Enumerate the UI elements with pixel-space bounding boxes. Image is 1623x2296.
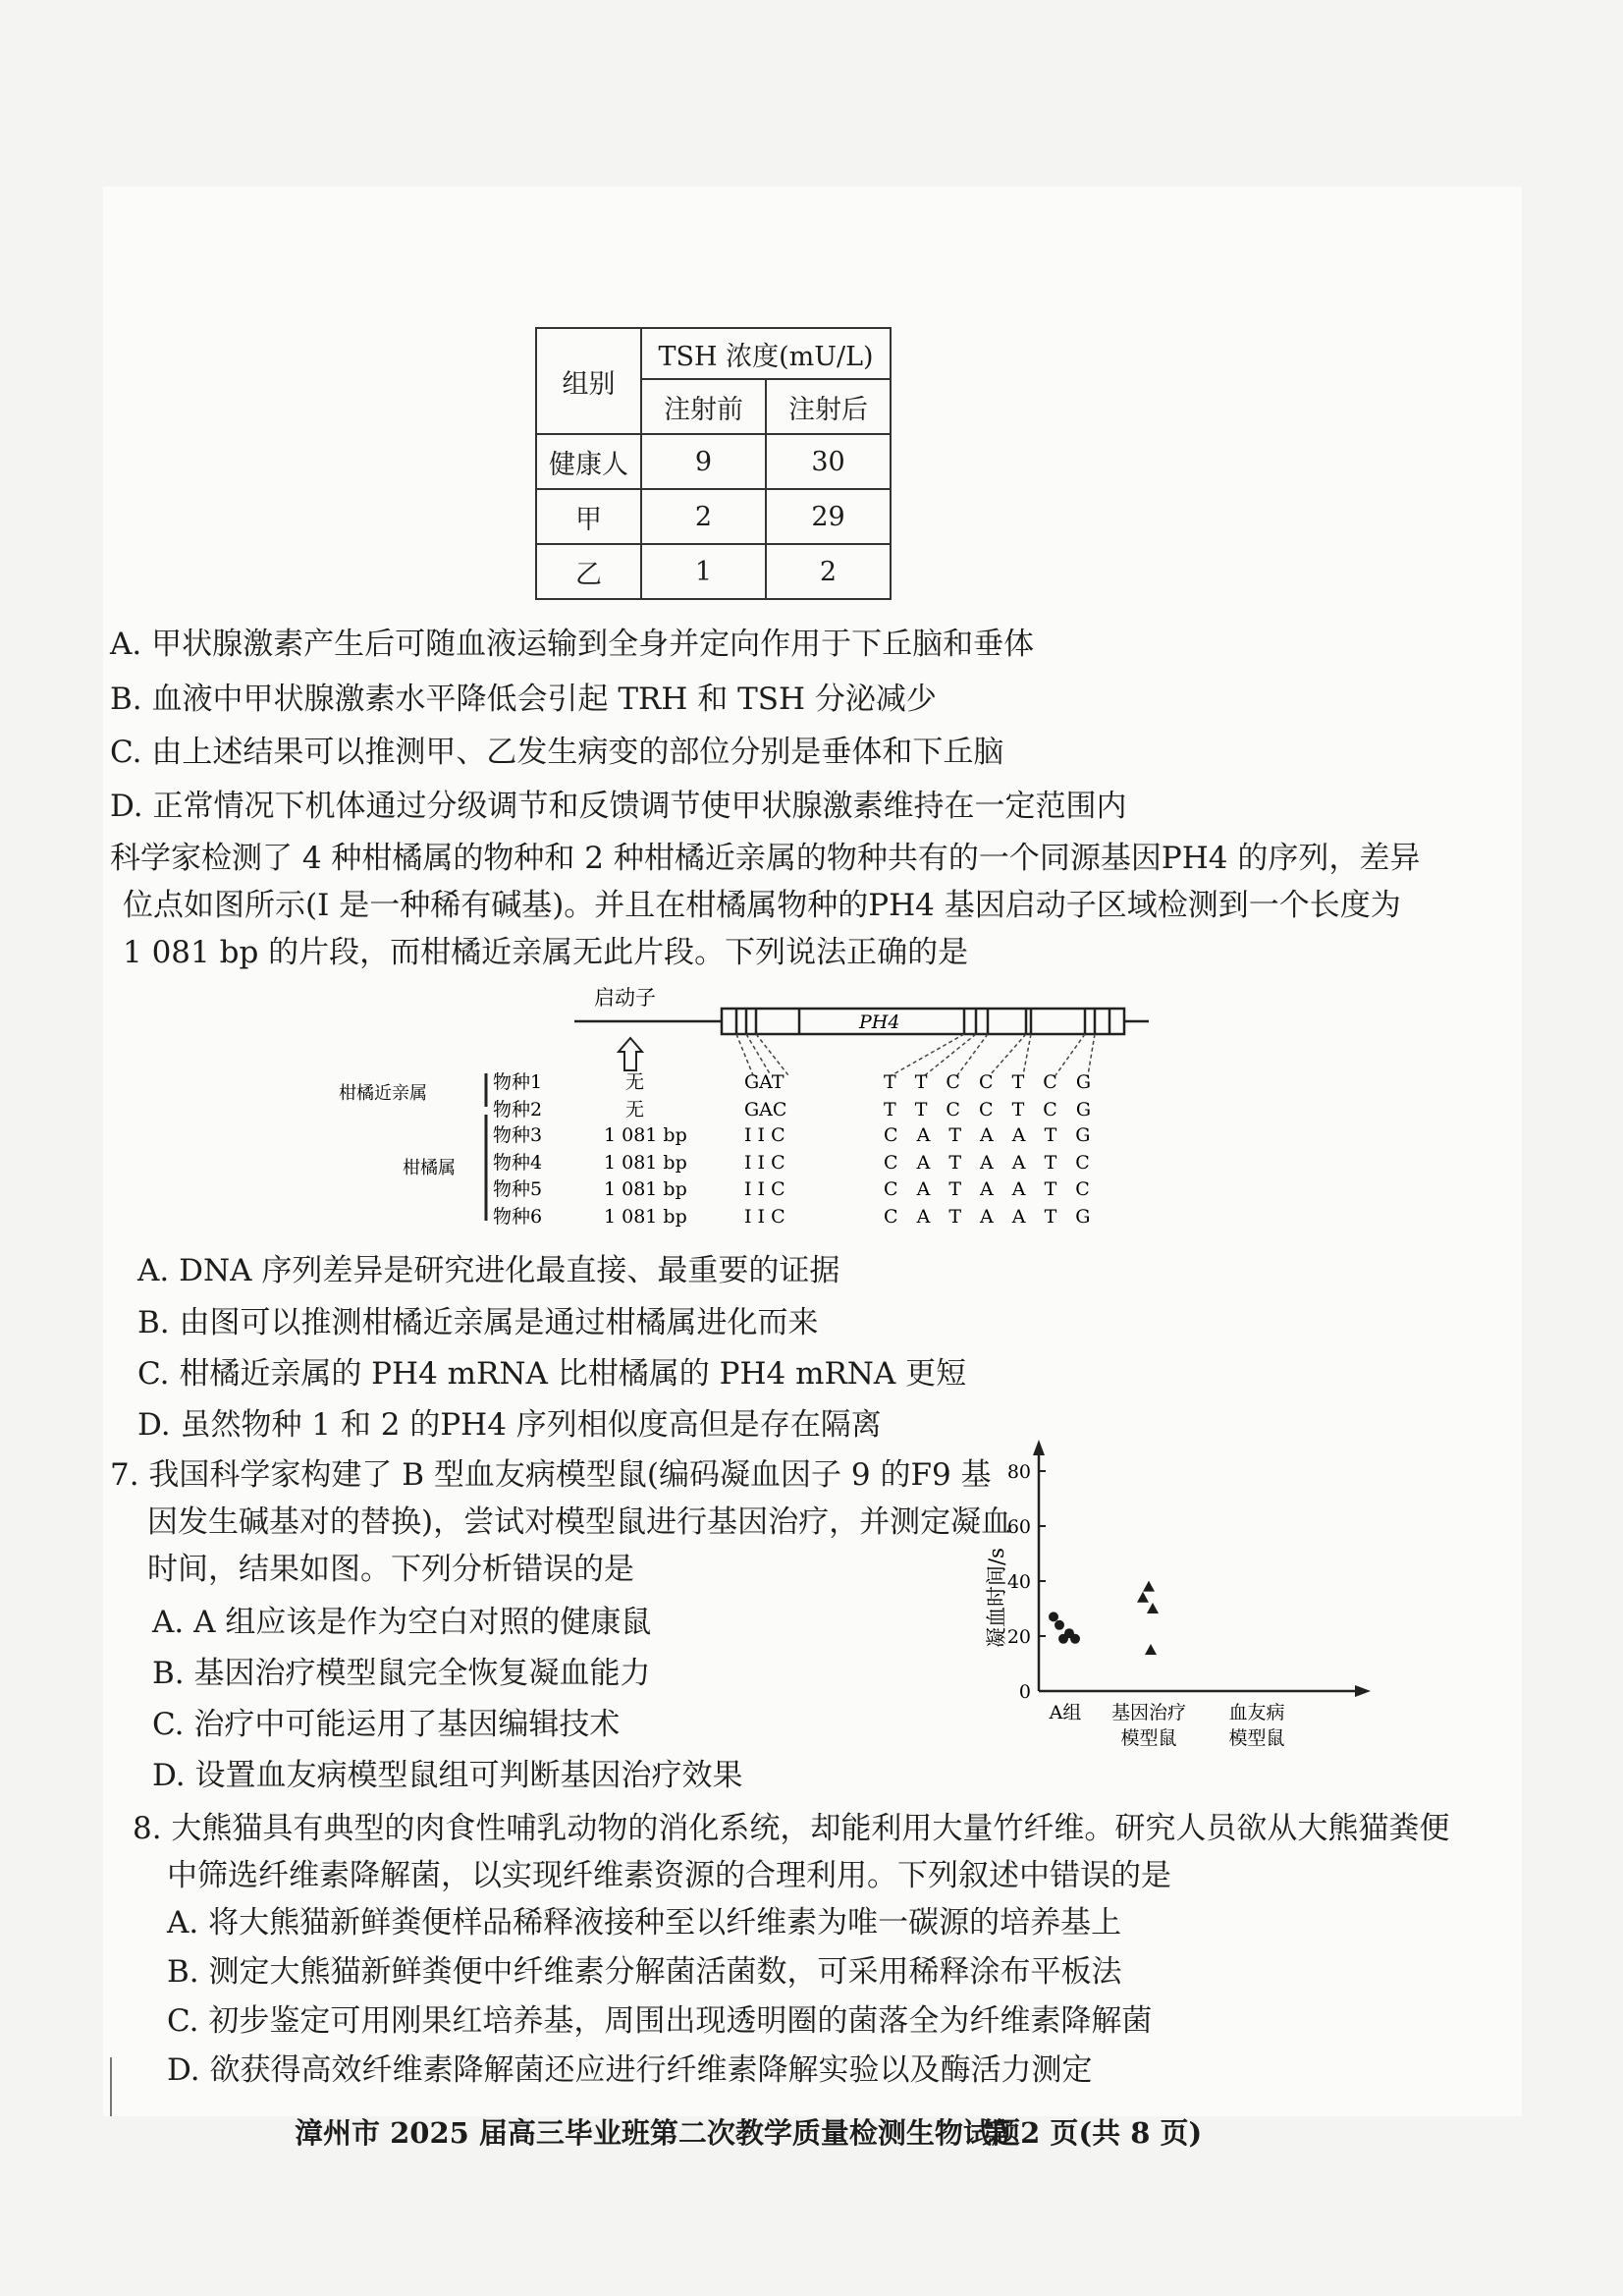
y-tick-label: 20 — [1006, 1626, 1031, 1648]
table-row — [536, 489, 891, 544]
data-point — [1049, 1612, 1058, 1621]
site-b-sequence: T T C C T C G — [884, 1071, 1092, 1093]
species-name: 物种2 — [493, 1099, 543, 1121]
q7-option-d: D. 设置血友病模型鼠组可判断基因治疗效果 — [152, 1758, 743, 1793]
y-axis-arrow-icon — [1033, 1440, 1045, 1455]
q6-stem-line3: 1 081 bp 的片段，而柑橘近亲属无此片段。下列说法正确的是 — [123, 935, 969, 970]
data-point — [1137, 1592, 1149, 1603]
q5-option-c: C. 由上述结果可以推测甲、乙发生病变的部位分别是垂体和下丘脑 — [110, 735, 1004, 770]
data-point — [1145, 1644, 1157, 1655]
q8-option-b: B. 测定大熊猫新鲜粪便中纤维素分解菌活菌数，可采用稀释涂布平板法 — [167, 1954, 1122, 1990]
footer-page-number: 第 2 页(共 8 页) — [982, 2116, 1203, 2150]
promoter-fragment: 1 081 bp — [604, 1152, 687, 1174]
q7-option-c: C. 治疗中可能运用了基因编辑技术 — [152, 1707, 621, 1742]
x-category-label: 模型鼠 — [1120, 1727, 1177, 1749]
q6-option-c: C. 柑橘近亲属的 PH4 mRNA 比柑橘属的 PH4 mRNA 更短 — [137, 1356, 967, 1392]
page-edge-line — [110, 2057, 112, 2116]
q6-stem-line1: 科学家检测了 4 种柑橘属的物种和 2 种柑橘近亲属的物种共有的一个同源基因PH4 的序列，差异 — [110, 841, 1421, 876]
table-cell-group: 健康人 — [536, 434, 641, 489]
ph4-gene-box — [722, 1009, 1124, 1034]
table-row — [536, 434, 891, 489]
site-b-sequence: T T C C T C G — [884, 1099, 1092, 1121]
exon-marks — [736, 1009, 1109, 1034]
y-tick-label: 40 — [1006, 1571, 1031, 1593]
y-axis-label: 凝血时间/s — [985, 1548, 1008, 1648]
promoter-fragment: 1 081 bp — [604, 1178, 687, 1200]
q5-option-d: D. 正常情况下机体通过分级调节和反馈调节使甲状腺激素维持在一定范围内 — [110, 789, 1127, 824]
table-cell-before: 1 — [641, 544, 766, 599]
promoter-fragment: 无 — [625, 1071, 645, 1093]
table-header-before: 注射前 — [641, 379, 766, 434]
data-point — [1070, 1634, 1080, 1644]
y-tick-label: 60 — [1006, 1516, 1031, 1538]
species-name: 物种1 — [493, 1071, 543, 1093]
promoter-label: 启动子 — [594, 986, 656, 1010]
promoter-fragment: 无 — [625, 1099, 645, 1121]
q7-option-a: A. A 组应该是作为空白对照的健康鼠 — [152, 1605, 652, 1640]
table-cell-before: 2 — [641, 489, 766, 544]
q8-stem-line2: 中筛选纤维素降解菌，以实现纤维素资源的合理利用。下列叙述中错误的是 — [167, 1858, 1171, 1893]
data-point — [1143, 1581, 1155, 1592]
site-b-sequence: C A T A A T C — [884, 1178, 1090, 1200]
y-tick-label: 0 — [1018, 1681, 1031, 1703]
site-a-sequence: I I C — [744, 1206, 785, 1228]
promoter-fragment: 1 081 bp — [604, 1206, 687, 1228]
ph4-gene-label: PH4 — [859, 1011, 900, 1033]
site-a-sequence: GAT — [744, 1071, 784, 1093]
table-header-tsh: TSH 浓度(mU/L) — [641, 328, 891, 379]
x-category-label: A组 — [1049, 1702, 1082, 1723]
promoter-fragment: 1 081 bp — [604, 1124, 687, 1146]
x-category-label: 血友病 — [1228, 1702, 1285, 1723]
q6-option-b: B. 由图可以推测柑橘近亲属是通过柑橘属进化而来 — [137, 1305, 819, 1340]
q7-option-b: B. 基因治疗模型鼠完全恢复凝血能力 — [152, 1656, 651, 1691]
site-a-sequence: GAC — [744, 1099, 787, 1121]
table-cell-after: 30 — [766, 434, 891, 489]
site-b-sequence: C A T A A T G — [884, 1206, 1091, 1228]
group-label-near: 柑橘近亲属 — [339, 1083, 427, 1104]
species-name: 物种5 — [493, 1178, 543, 1200]
q7-stem-line3: 时间，结果如图。下列分析错误的是 — [147, 1552, 634, 1587]
x-axis-arrow-icon — [1355, 1685, 1371, 1697]
table-header-after: 注射后 — [766, 379, 891, 434]
table-cell-group: 乙 — [536, 544, 641, 599]
q5-option-b: B. 血液中甲状腺激素水平降低会引起 TRH 和 TSH 分泌减少 — [110, 682, 937, 717]
q5-option-a: A. 甲状腺激素产生后可随血液运输到全身并定向作用于下丘脑和垂体 — [110, 627, 1035, 662]
species-name: 物种4 — [493, 1152, 543, 1174]
site-a-sequence: I I C — [744, 1124, 785, 1146]
site-b-sequence: C A T A A T C — [884, 1152, 1090, 1174]
y-tick-label: 80 — [1006, 1461, 1031, 1483]
site-guide-lines — [736, 1034, 1095, 1075]
data-point — [1055, 1620, 1064, 1630]
species-name: 物种3 — [493, 1124, 543, 1146]
group-label-citrus: 柑橘属 — [403, 1158, 456, 1178]
x-category-label: 基因治疗 — [1110, 1702, 1187, 1723]
q6-option-a: A. DNA 序列差异是研究进化最直接、最重要的证据 — [137, 1253, 840, 1288]
table-row — [536, 544, 891, 599]
q8-option-c: C. 初步鉴定可用刚果红培养基，周围出现透明圈的菌落全为纤维素降解菌 — [167, 2003, 1153, 2039]
footer-title: 漳州市 2025 届高三毕业班第二次教学质量检测生物试题 — [295, 2116, 1020, 2150]
x-category-label: 模型鼠 — [1228, 1727, 1285, 1749]
site-a-sequence: I I C — [744, 1152, 785, 1174]
species-name: 物种6 — [493, 1206, 543, 1228]
table-header-group: 组别 — [536, 328, 641, 434]
data-point — [1147, 1603, 1159, 1613]
data-point — [1058, 1634, 1068, 1644]
table-cell-before: 9 — [641, 434, 766, 489]
table-cell-after: 2 — [766, 544, 891, 599]
site-b-sequence: C A T A A T G — [884, 1124, 1091, 1146]
clotting-time-chart — [972, 1434, 1384, 1797]
ph4-gene-diagram — [324, 977, 1159, 1247]
tsh-table — [535, 327, 892, 600]
species-rows — [493, 1071, 1091, 1228]
q8-option-d: D. 欲获得高效纤维素降解菌还应进行纤维素降解实验以及酶活力测定 — [167, 2052, 1093, 2088]
q6-stem-line2: 位点如图所示(I 是一种稀有碱基)。并且在柑橘属物种的PH4 基因启动子区域检测到一个长度为 — [123, 888, 1401, 923]
promoter-arrow-icon — [619, 1038, 642, 1070]
q7-stem-line1: 7. 我国科学家构建了 B 型血友病模型鼠(编码凝血因子 9 的F9 基 — [110, 1457, 992, 1493]
q8-option-a: A. 将大熊猫新鲜粪便样品稀释液接种至以纤维素为唯一碳源的培养基上 — [167, 1905, 1122, 1941]
table-cell-group: 甲 — [536, 489, 641, 544]
site-a-sequence: I I C — [744, 1178, 785, 1200]
table-cell-after: 29 — [766, 489, 891, 544]
q6-option-d: D. 虽然物种 1 和 2 的PH4 序列相似度高但是存在隔离 — [137, 1407, 882, 1443]
q8-stem-line1: 8. 大熊猫具有典型的肉食性哺乳动物的消化系统，却能利用大量竹纤维。研究人员欲从大熊猫粪便 — [133, 1811, 1450, 1846]
q7-stem-line2: 因发生碱基对的替换)，尝试对模型鼠进行基因治疗，并测定凝血 — [147, 1504, 1012, 1540]
